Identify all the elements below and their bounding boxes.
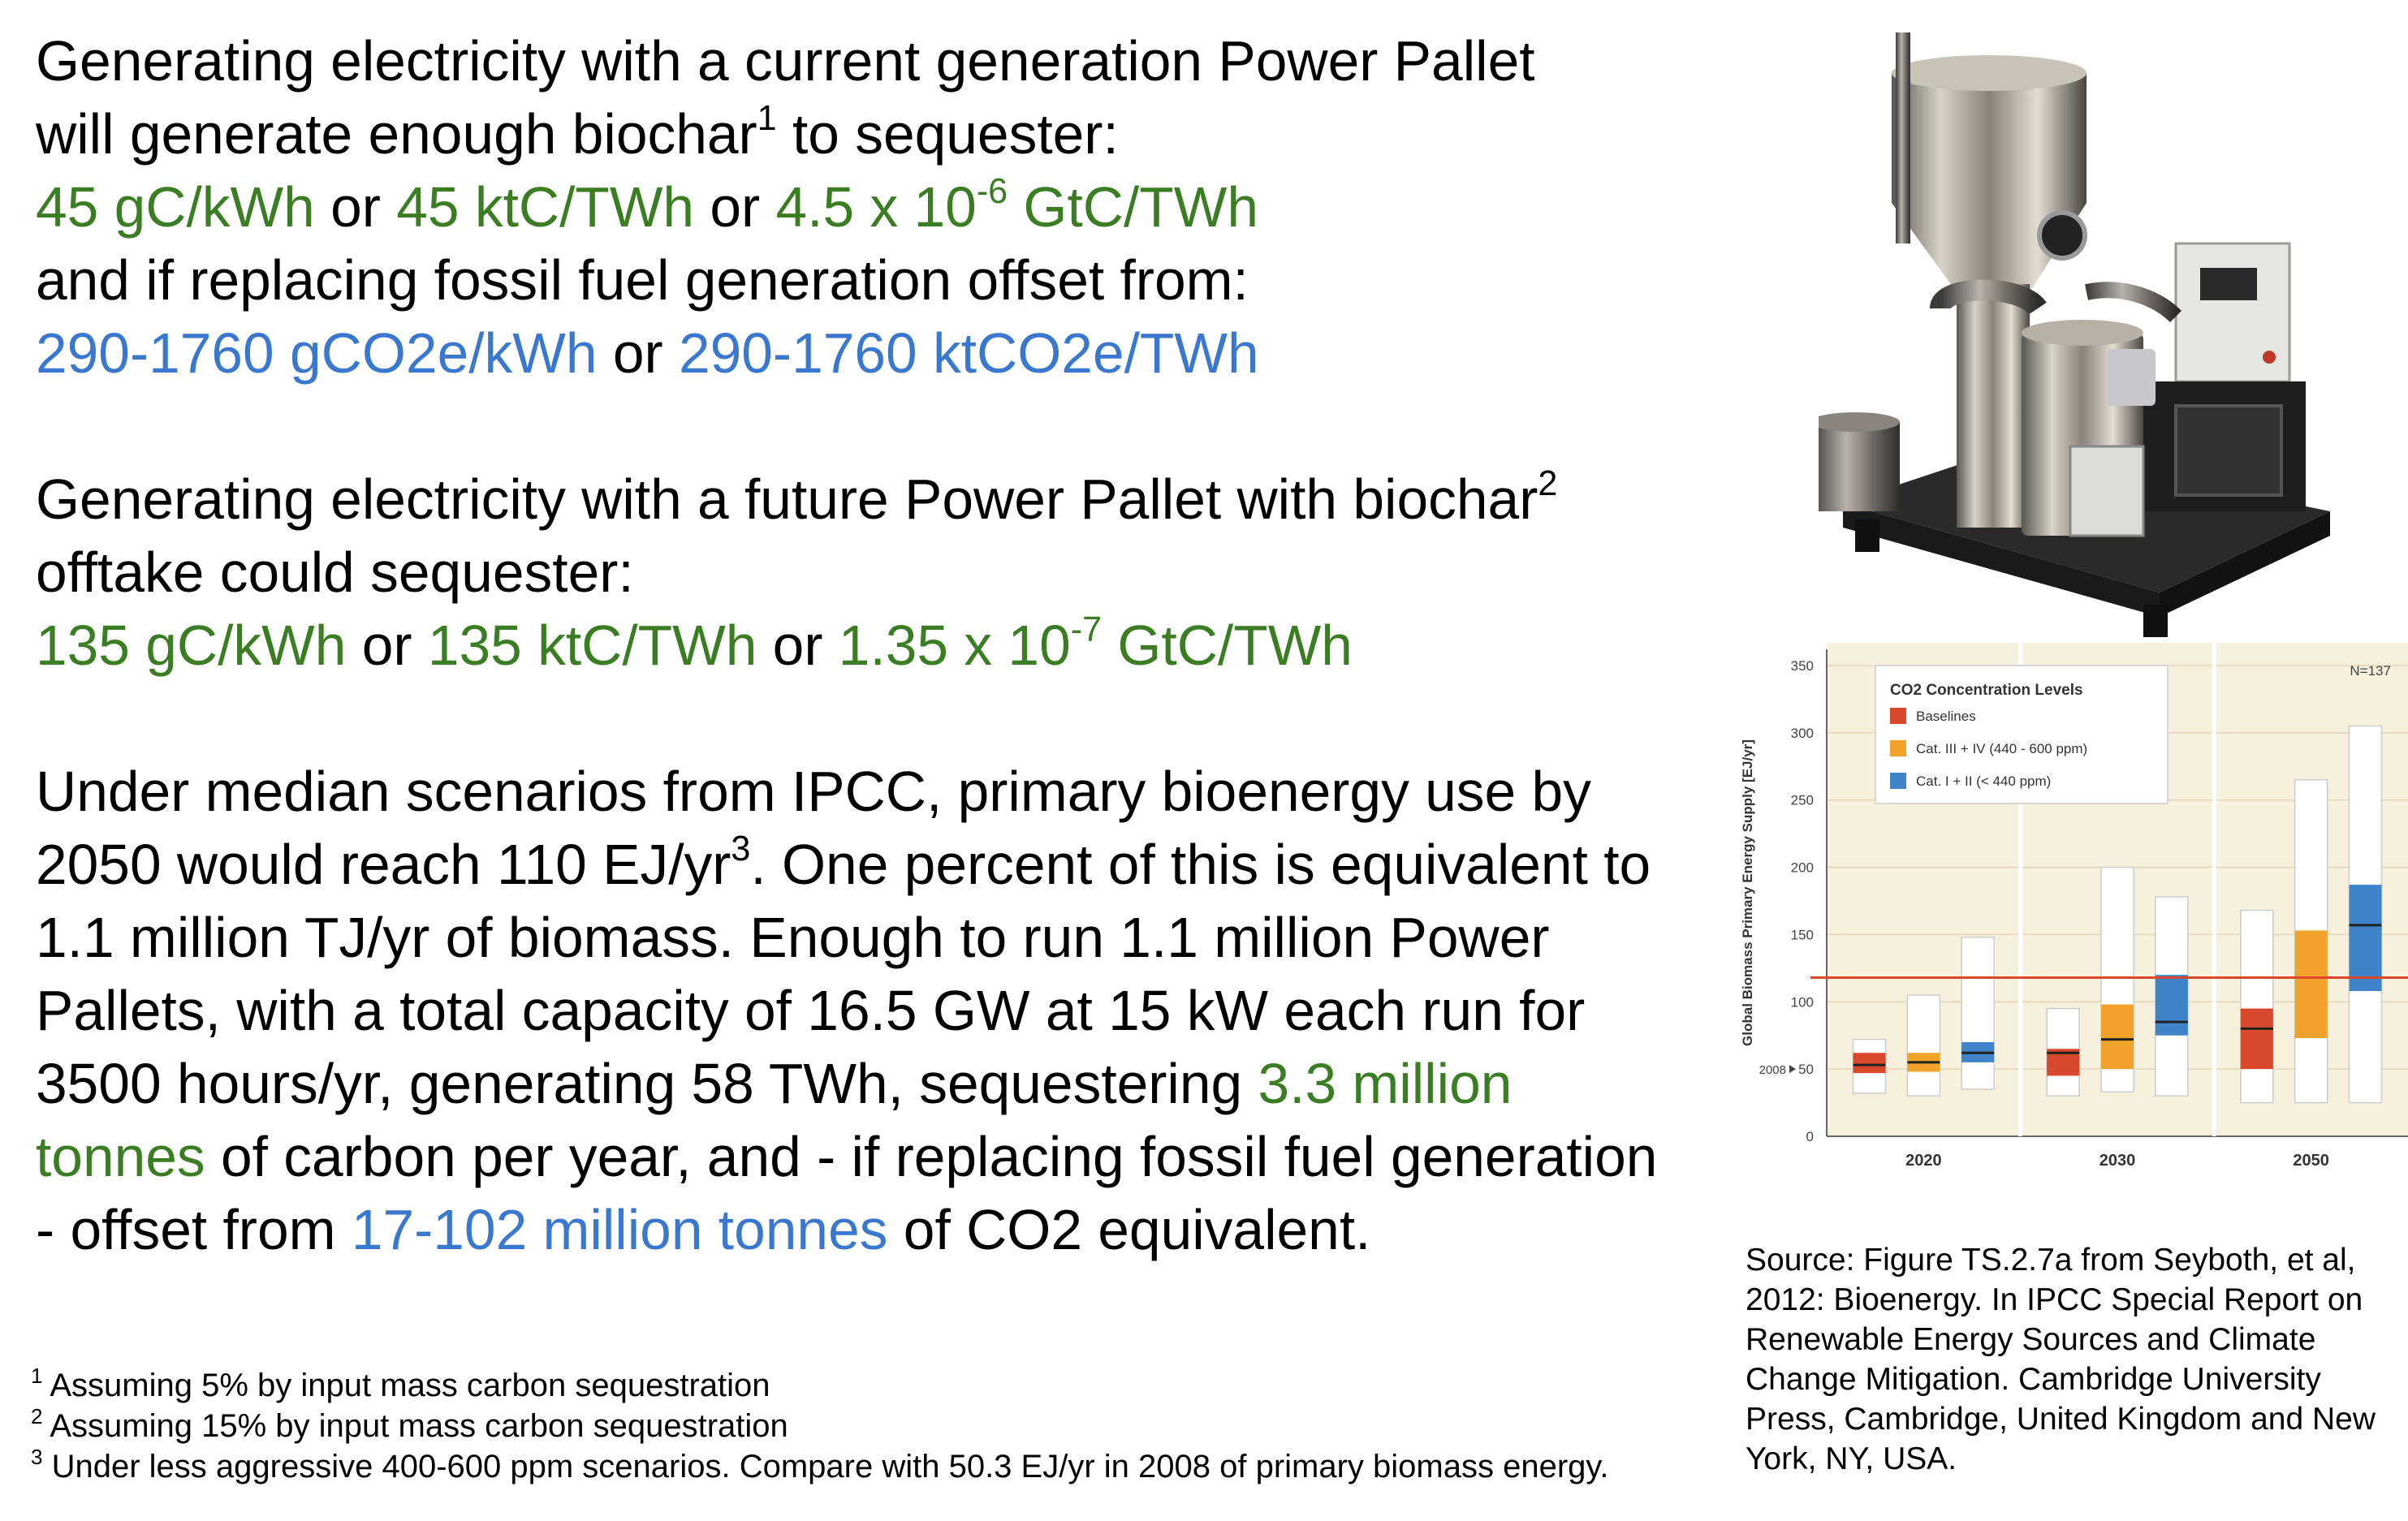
or-text: or xyxy=(694,175,776,239)
y-tick-label: 250 xyxy=(1790,792,1814,808)
footnote-2 xyxy=(31,1406,1609,1446)
footnote-ref: 3 xyxy=(731,829,751,868)
footnote-1 xyxy=(31,1365,1609,1406)
y-tick-label: 100 xyxy=(1790,994,1814,1010)
legend-label: Cat. III + IV (440 - 600 ppm) xyxy=(1916,741,2088,756)
legend-swatch-cat12 xyxy=(1890,773,1906,789)
text-frag: GtC/TWh xyxy=(1102,614,1353,677)
box-iqr-cat12 xyxy=(2156,975,2188,1036)
footnote-number: 1 xyxy=(31,1364,43,1389)
footnote-text: Under less aggressive 400-600 ppm scenarios. Compare with 50.3 EJ/yr in 2008 of primary biomass energy. xyxy=(51,1449,1609,1484)
footnote-3 xyxy=(31,1446,1609,1487)
x-category-label: 2020 xyxy=(1905,1152,1942,1170)
value-green xyxy=(838,610,1353,677)
legend-swatch-baseline xyxy=(1890,708,1906,724)
y-axis-label: Global Biomass Primary Energy Supply [EJ/yr] xyxy=(1740,739,1755,1046)
box-range-cat12 xyxy=(1961,937,1994,1089)
y-tick-label: 300 xyxy=(1790,725,1814,741)
annotation-n: N=137 xyxy=(2350,663,2391,679)
value-green xyxy=(775,171,1259,239)
x-category-label: 2030 xyxy=(2099,1152,2136,1170)
exponent: -6 xyxy=(976,171,1008,211)
footnotes xyxy=(31,1365,1609,1487)
box-iqr-cat12 xyxy=(2349,885,2381,991)
text-frag: to sequester: xyxy=(776,102,1119,166)
para1-line2 xyxy=(36,97,1692,170)
y-tick-label: 200 xyxy=(1790,860,1814,876)
text-frag: 4.5 x 10 xyxy=(775,175,977,239)
box-iqr-cat34 xyxy=(2101,1005,2134,1070)
or-text: or xyxy=(597,321,679,385)
footnote-ref: 1 xyxy=(757,98,777,138)
legend-swatch-cat34 xyxy=(1890,740,1906,756)
legend-label: Baselines xyxy=(1916,709,1976,724)
box-iqr-baseline xyxy=(1853,1053,1886,1073)
legend-label: Cat. I + II (< 440 ppm) xyxy=(1916,773,2052,789)
para3 xyxy=(36,755,1659,1266)
box-range-cat34 xyxy=(1907,995,1940,1096)
para1-line1: Generating electricity with a current generation Power Pallet xyxy=(36,29,1535,93)
para2-line1 xyxy=(36,463,1692,536)
value-green: 45 ktC/TWh xyxy=(396,175,695,239)
para1-line3 xyxy=(36,170,1692,243)
y-tick-label: 150 xyxy=(1790,927,1814,943)
text-frag: will generate enough biochar xyxy=(36,102,757,166)
x-category-label: 2050 xyxy=(2293,1152,2329,1170)
box-iqr-cat34 xyxy=(2295,930,2328,1038)
value-green: 45 gC/kWh xyxy=(36,175,315,239)
box-iqr-baseline xyxy=(2241,1009,2273,1070)
para2-line2: offtake could sequester: xyxy=(36,541,634,604)
y-tick-label: 50 xyxy=(1798,1062,1814,1078)
para2-line3 xyxy=(36,609,1692,682)
para1-line5 xyxy=(36,317,1692,390)
text-frag: . One percent of this is equivalent to 1.1 million TJ/yr of biomass. Enough to run 1.1 million Power Pallets, with a total capacity of 16.5 GW at 15 kW each run for 3500 hours/yr, generating 58 TWh, sequestering xyxy=(36,833,1651,1115)
para1-line4: and if replacing fossil fuel generation offset from: xyxy=(36,248,1249,312)
value-green: 3.3 million tonnes xyxy=(36,1052,1513,1188)
value-green: 135 ktC/TWh xyxy=(427,614,757,677)
footnote-text: Assuming 5% by input mass carbon sequestration xyxy=(50,1368,770,1403)
y-tick-label: 0 xyxy=(1806,1129,1814,1144)
value-blue: 290-1760 gCO2e/kWh xyxy=(36,321,598,385)
text-frag: Generating electricity with a future Power Pallet with biochar xyxy=(36,468,1538,531)
footnote-number: 3 xyxy=(31,1445,43,1470)
legend-title: CO2 Concentration Levels xyxy=(1890,682,2083,699)
exponent: -7 xyxy=(1070,610,1103,649)
footnote-ref: 2 xyxy=(1538,463,1558,503)
value-green: 135 gC/kWh xyxy=(36,614,347,677)
annotation-2008: 2008 xyxy=(1759,1063,1786,1078)
text-frag: of CO2 equivalent. xyxy=(887,1198,1371,1261)
or-text: or xyxy=(314,175,397,239)
text-frag: GtC/TWh xyxy=(1008,175,1259,239)
main-text xyxy=(36,24,1692,1266)
power-pallet-image xyxy=(1819,24,2338,641)
footnote-number: 2 xyxy=(31,1404,43,1429)
footnote-text: Assuming 15% by input mass carbon sequestration xyxy=(50,1408,788,1444)
value-blue: 290-1760 ktCO2e/TWh xyxy=(678,321,1259,385)
text-frag: Under median scenarios from IPCC, primary bioenergy use by 2050 would reach 110 EJ/yr xyxy=(36,760,1591,896)
bioenergy-boxplot-chart xyxy=(1729,633,2408,1185)
box-range-baseline xyxy=(2241,911,2273,1103)
or-text: or xyxy=(346,614,428,677)
source-caption: Source: Figure TS.2.7a from Seyboth, et al, 2012: Bioenergy. In IPCC Special Report on Renewable Energy Sources and Climate Change Mitigation. Cambridge University Press, Cambridge, United Kingdom and New York, NY, USA. xyxy=(1746,1243,2376,1476)
annotation-arrow xyxy=(1789,1065,1796,1073)
text-frag: of carbon per year, and - if replacing fossil fuel generation - offset from xyxy=(36,1125,1658,1261)
or-text: or xyxy=(757,614,839,677)
y-tick-label: 350 xyxy=(1790,658,1814,674)
value-blue: 17-102 million tonnes xyxy=(351,1198,888,1261)
text-frag: 1.35 x 10 xyxy=(838,614,1071,677)
